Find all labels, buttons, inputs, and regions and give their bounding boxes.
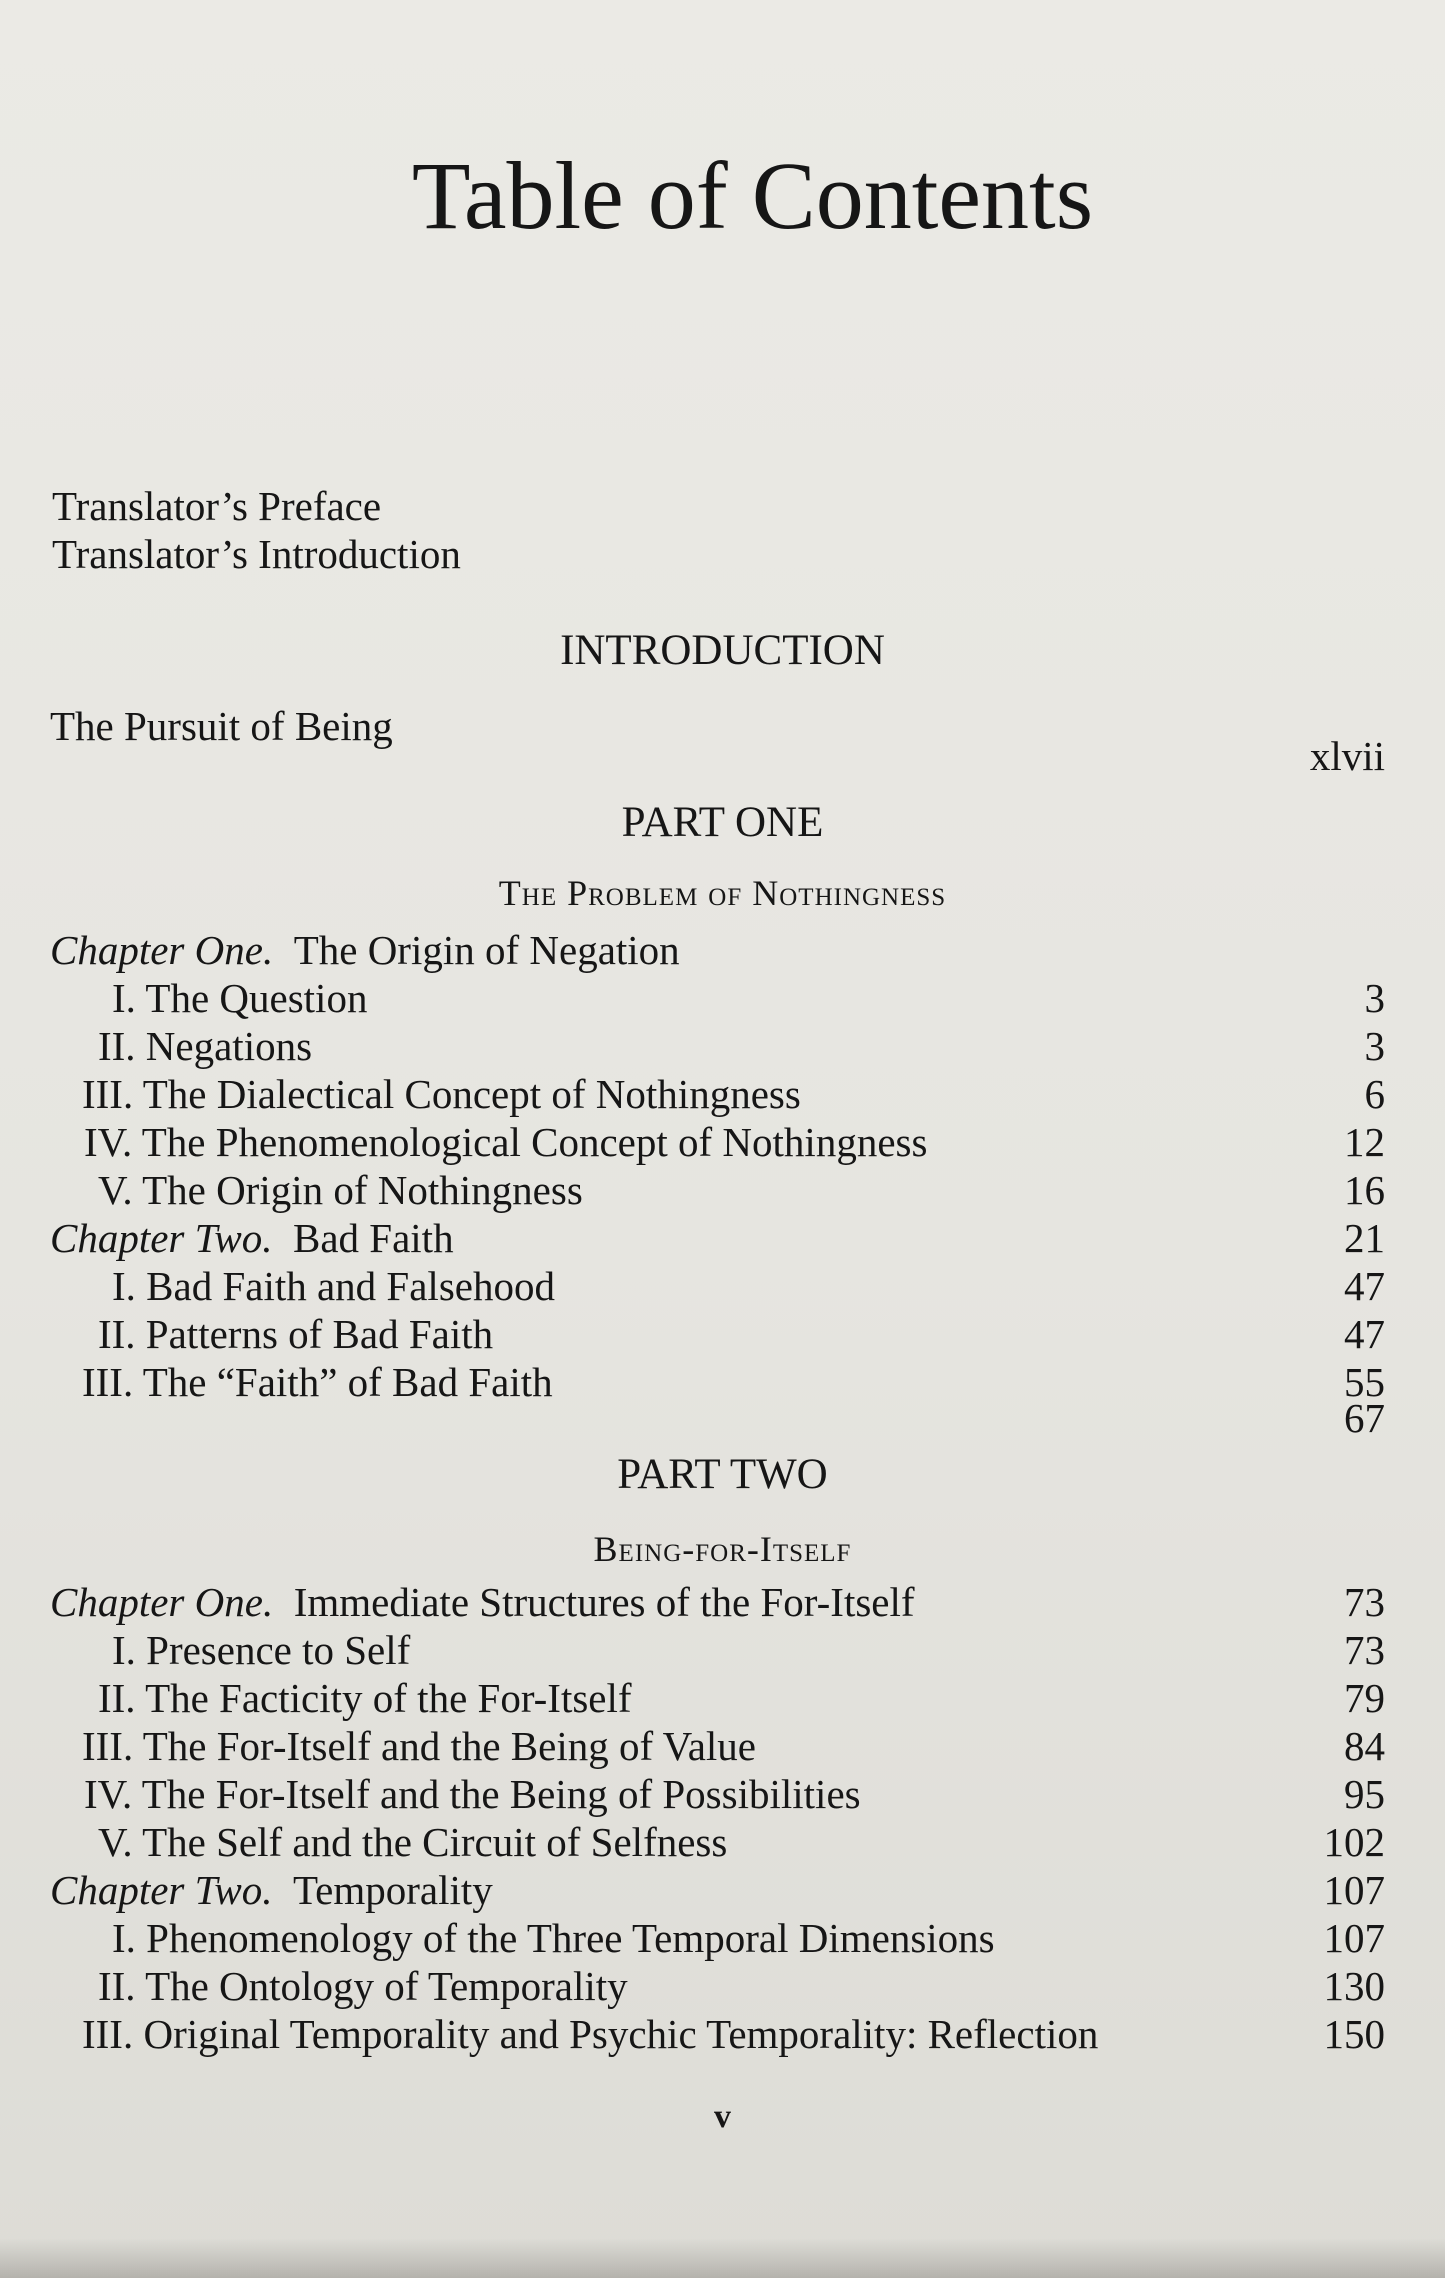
toc-section <box>40 1770 1385 1818</box>
toc-section-page: 102 <box>1323 1819 1385 1865</box>
toc-section <box>40 1962 1385 2010</box>
toc-entry <box>40 702 1385 779</box>
chapter-title: Temporality <box>293 1867 493 1913</box>
toc-section-label: II. Patterns of Bad Faith <box>98 1311 494 1357</box>
front-matter-preface: Translator’s Preface <box>52 483 382 529</box>
chapter-page: 73 <box>1344 1579 1385 1625</box>
chapter-page: 21 <box>1344 1215 1385 1261</box>
toc-section-page: 3 <box>1364 975 1385 1021</box>
toc-section-page: 3 <box>1364 1023 1385 1069</box>
chapter-page: 107 <box>1323 1867 1385 1913</box>
toc-section <box>40 1118 1385 1166</box>
toc-section-page: 6 <box>1364 1071 1385 1117</box>
page-bottom-shadow <box>0 2238 1445 2278</box>
toc-section-label: II. The Ontology of Temporality <box>98 1963 628 2009</box>
chapter-title: The Origin of Negation <box>293 927 680 973</box>
toc-section-page: 79 <box>1344 1675 1385 1721</box>
toc-section-label: I. The Question <box>112 975 368 1021</box>
toc-section-label: II. Negations <box>98 1023 313 1069</box>
toc-section-page: 47 <box>1344 1263 1385 1309</box>
toc-section-label: III. The For-Itself and the Being of Value <box>82 1723 756 1769</box>
toc-section-page: 67 <box>1344 1395 1385 1441</box>
toc-section-page: 84 <box>1344 1723 1385 1769</box>
page-folio: v <box>714 2098 731 2135</box>
page-title: Table of Contents <box>411 142 1094 249</box>
chapter-heading <box>40 1866 1385 1914</box>
toc-section-page: 12 <box>1344 1119 1385 1165</box>
toc-section-label: I. Presence to Self <box>112 1627 411 1673</box>
toc-section-label: II. The Facticity of the For-Itself <box>98 1675 632 1721</box>
toc-section-page: 16 <box>1344 1167 1385 1213</box>
toc-section <box>40 1674 1385 1722</box>
toc-section <box>40 974 1385 1022</box>
toc-section <box>40 1262 1385 1310</box>
toc-section <box>40 1310 1385 1358</box>
chapter-prefix: Chapter Two. <box>50 1215 273 1261</box>
toc-section-label: V. The Origin of Nothingness <box>98 1167 583 1213</box>
toc-section-page: 47 <box>1344 1311 1385 1357</box>
toc-section-label: IV. The Phenomenological Concept of Nothingness <box>84 1119 928 1165</box>
toc-section-page: 150 <box>1323 2011 1385 2057</box>
front-matter-introduction: Translator’s Introduction <box>52 531 461 577</box>
toc-section <box>40 1626 1385 1674</box>
toc-section-label: IV. The For-Itself and the Being of Possibilities <box>84 1771 861 1817</box>
part-one-subheading: The Problem of Nothingness <box>498 873 947 913</box>
toc-section <box>40 1166 1385 1214</box>
chapter-title: Bad Faith <box>293 1215 454 1261</box>
introduction-heading: INTRODUCTION <box>560 627 885 674</box>
toc-section <box>40 1818 1385 1866</box>
chapter-heading <box>40 926 1385 974</box>
toc-section-label: III. The “Faith” of Bad Faith <box>82 1359 553 1405</box>
toc-section-page: 73 <box>1344 1627 1385 1673</box>
chapter-heading <box>40 1214 1385 1262</box>
chapter-prefix: Chapter One. <box>50 927 274 973</box>
toc-section <box>40 1022 1385 1070</box>
part-two-subheading: Being-for-Itself <box>593 1529 852 1569</box>
toc-section <box>40 2010 1385 2058</box>
toc-section-label: III. The Dialectical Concept of Nothingness <box>82 1071 801 1117</box>
chapter-heading <box>40 1578 1385 1626</box>
toc-section-page: 107 <box>1323 1915 1385 1961</box>
toc-section-page: 130 <box>1323 1963 1385 2009</box>
chapter-title: Immediate Structures of the For-Itself <box>293 1579 915 1625</box>
toc-section-page: 55 <box>1344 1359 1385 1405</box>
toc-section <box>40 1914 1385 1962</box>
toc-entry-label: The Pursuit of Being <box>50 703 393 749</box>
toc-section <box>40 1070 1385 1118</box>
part-one-heading: PART ONE <box>621 799 824 846</box>
toc-trailing-page-line <box>40 1394 1385 1442</box>
part-two-heading: PART TWO <box>617 1451 828 1498</box>
toc-section-label: III. Original Temporality and Psychic Temporality: Reflection <box>82 2011 1099 2057</box>
chapter-prefix: Chapter Two. <box>50 1867 273 1913</box>
toc-section-label: I. Bad Faith and Falsehood <box>112 1263 555 1309</box>
toc-section-page: 95 <box>1344 1771 1385 1817</box>
toc-entry-page: xlvii <box>1309 733 1385 779</box>
toc-section <box>40 1722 1385 1770</box>
chapter-prefix: Chapter One. <box>50 1579 274 1625</box>
toc-section-label: I. Phenomenology of the Three Temporal Dimensions <box>112 1915 995 1961</box>
toc-section-label: V. The Self and the Circuit of Selfness <box>98 1819 728 1865</box>
